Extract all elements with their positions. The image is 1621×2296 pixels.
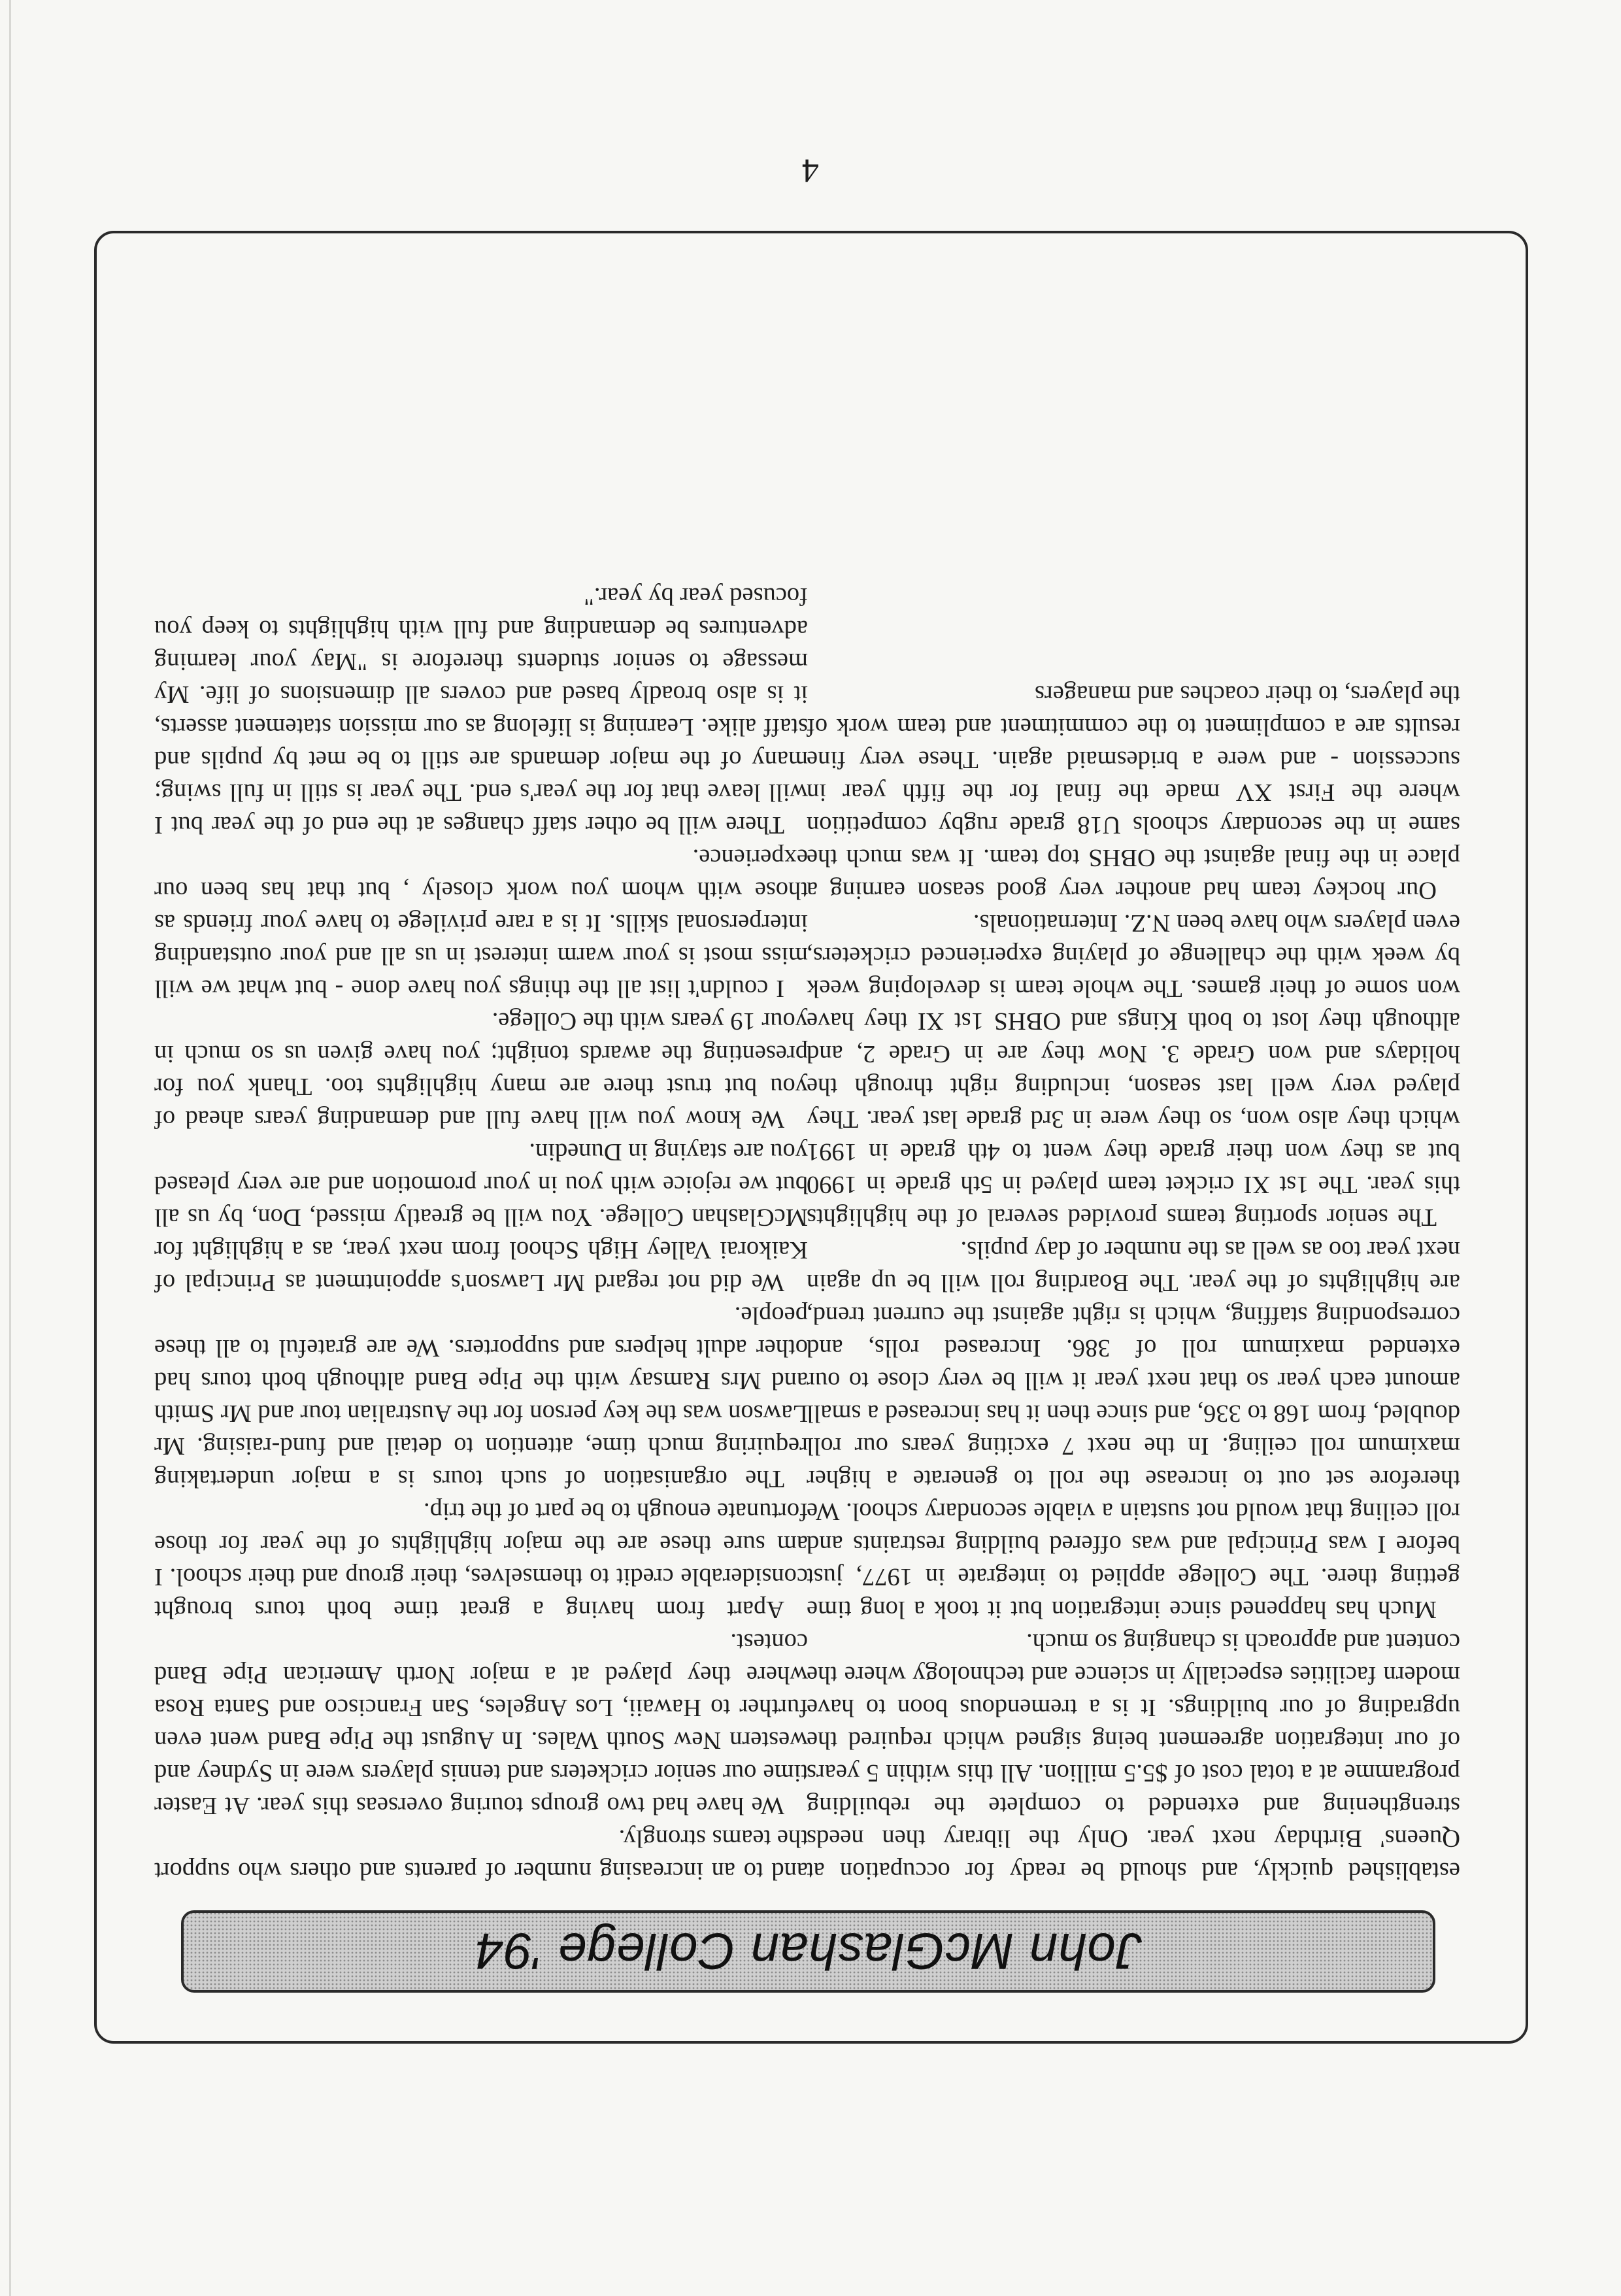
right-column [154, 580, 808, 1887]
left-paragraph-3: The senior sporting teams provided several of the highlights this year. The 1st XI cricket team played in 5th grade in 1990 but as they won their grade they went to 4th grade in 1991 which they also won, so they were in 3rd grade last year. They played very well last season, including right through the holidays and won Grade 3. Now they are in Grade 2, and although they lost to both Kings and OBHS 1st XI they have won some of their games. The whole team is developing week by week with the challenge of playing experienced cricketers, even players who have been N.Z. Internationals. [807, 909, 1460, 1231]
left-paragraph-4: Our hockey team had another very good season earning a place in the final against the OBHS top team. It was much the same in the secondary schools U18 grade rugby competition where the First XV made the final for the fifth year in succession - and were a bridesmaid again. These very fine results are a compliment to the commitment and team work of the players, to their coaches and managers [807, 681, 1460, 904]
right-paragraph-6: We know you will have full and demanding years ahead of you but trust there are many highlights too. Thank you for presenting the awards tonight; you have given us so much in your 19 years with the College. [154, 1007, 808, 1133]
right-paragraph-5: We did not regard Mr Lawson's appointment as Principal of Kaikorai Valley High School from next year, as a highlight for McGlashan College. You will be greatly missed, Don, by us all but we rejoice with you in your promotion and are very pleased you are staying in Dunedin. [154, 1138, 808, 1296]
right-paragraph-4: The organisation of such tours is a major undertaking requiring much time, attention to detail and fund-raising. Mr Lawson was the key person for the Australian tour and Mr Smith and Mrs Ramsay with the Pipe Band although both tours had other adult helpers and supporters. We are grateful to all these people. [154, 1302, 808, 1493]
right-paragraph-7: I couldn't list all the things you have done - but what we will miss most is your warm interest in us all and your outstanding interpersonal skills. It is a rare privilege to have your friends as those with whom you work closely , but that has been our experience. [154, 844, 808, 1002]
left-paragraph-1: established quickly, and should be ready for occupation at Queens' Birthday next year. Only the library then needs strengthening and extended to complete the rebuilding programme at a total cost of $5.5 million. All this within 5 years of our integration agreement being signed which required the upgrading of our buildings. It is a tremendous boon to have modern facilities especially in science and technology where the content and approach is changing so much. [807, 1629, 1460, 1885]
page-title: John McGlashan College '94 [475, 1923, 1142, 1981]
right-paragraph-1: and to an increasing number of parents and others who support the teams strongly. [154, 1825, 808, 1885]
right-paragraph-8: There will be other staff changes at the end of the year but I will leave that for the year's end. The year is still in full swing; many of the major demands are still to be met by pupils and staff alike. Learning is lifelong as our mission statement asserts, it is also broadly based and covers all dimensions of life. My message to senior students therefore is "May your learning adventures be demanding and full with highlights to keep you focused year by year." [154, 582, 808, 839]
page-number: 4 [802, 152, 819, 189]
left-column [807, 678, 1460, 1887]
right-paragraph-2: We have had two groups touring overseas this year. At Easter time our senior cricketers and tennis players were in Sydney and western New South Wales. In August the Pipe Band went even further to Hawaii, Los Angeles, San Francisco and Santa Rosa where they played at a major North American Pipe Band contest. [154, 1629, 808, 1819]
right-paragraph-3: Apart from having a great time both tours brought considerable credit to themselves, their group and their school. I am sure these are the major highlights of the year for those fortunate enough to be part of the trip. [154, 1498, 808, 1623]
left-paragraph-2: Much has happened since integration but it took a long time getting there. The College applied to integrate in 1977, just before I was Principal and was offered building restraints and roll ceiling that would not sustain a viable secondary school. We therefore set out to increase the roll to generate a higher maximum roll ceiling. In the next 7 exciting years our roll doubled, from 168 to 336, and since then it has increased a small amount each year so that next year it will be very close to our extended maximum roll of 386. Increased rolls, and corresponding staffing, which is right against the current trend, are highlights of the year. The Boarding roll will be up again next year too as well as the number of day pupils. [807, 1236, 1460, 1623]
title-banner [181, 1910, 1435, 1993]
content-frame [94, 231, 1528, 2044]
